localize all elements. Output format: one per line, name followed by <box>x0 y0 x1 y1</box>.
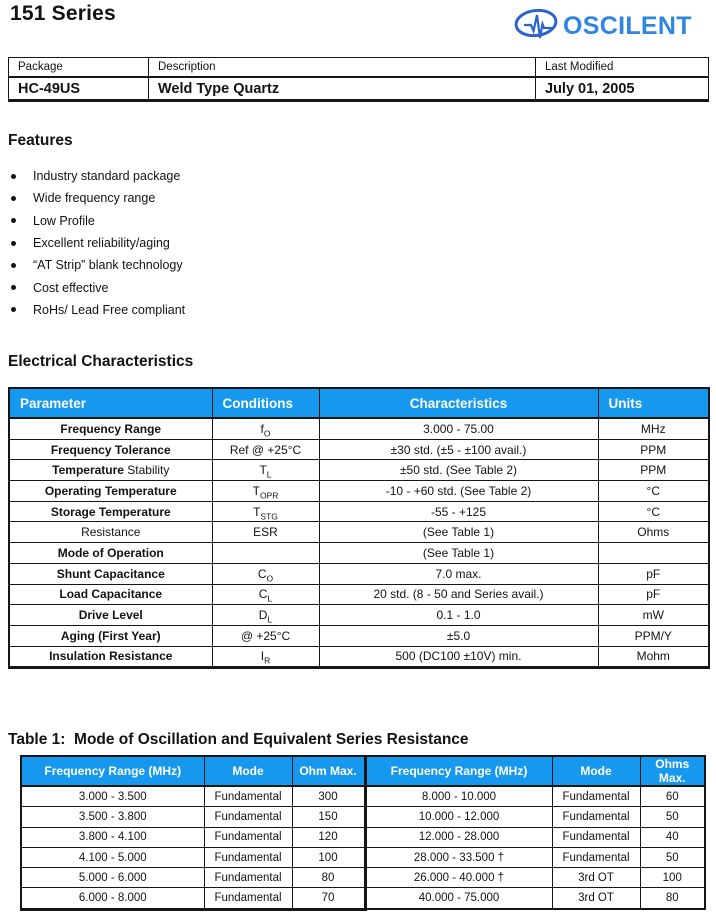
feature-text: Cost effective <box>33 280 109 295</box>
units-cell: PPM/Y <box>598 625 709 646</box>
table-row <box>21 888 705 909</box>
cond-base: T <box>252 483 260 498</box>
cond-subscript: L <box>266 469 272 480</box>
t1-header-row <box>21 756 705 786</box>
ohms-max-cell: 40 <box>640 827 705 847</box>
mode-cell: Fundamental <box>552 786 640 807</box>
info-header-row <box>9 58 709 78</box>
cond-base: T <box>253 504 261 519</box>
freq-range-cell: 8.000 - 10.000 <box>365 786 552 807</box>
param-bold: Operating Temperature <box>44 483 177 498</box>
chars-cell: 500 (DC100 ±10V) min. <box>319 646 598 668</box>
table-row <box>9 646 709 668</box>
param-bold: Mode of Operation <box>57 545 164 560</box>
bullet-icon <box>11 196 16 201</box>
table-row <box>9 418 709 439</box>
cond-base: @ +25°C <box>240 628 291 643</box>
cond-cell <box>212 584 319 605</box>
freq-range-cell: 3.000 - 3.500 <box>21 786 204 807</box>
mode-cell: Fundamental <box>204 888 292 909</box>
cond-cell <box>212 418 319 439</box>
ohms-max-cell: 100 <box>640 868 705 888</box>
elec-header-units: Units <box>598 388 709 418</box>
mode-cell: 3rd OT <box>552 888 640 909</box>
ohms-max-cell: 80 <box>640 888 705 909</box>
features-heading: Features <box>8 132 73 149</box>
ohm-max-cell: 300 <box>292 786 365 807</box>
mode-cell: Fundamental <box>204 807 292 827</box>
table-row <box>9 605 709 626</box>
freq-range-cell: 6.000 - 8.000 <box>21 888 204 909</box>
units-cell: MHz <box>598 418 709 439</box>
units-cell: PPM <box>598 439 709 460</box>
t1-header-ohms-max: Ohms Max. <box>640 756 705 786</box>
ohm-max-cell: 150 <box>292 807 365 827</box>
param-bold: Storage Temperature <box>50 504 171 519</box>
bullet-icon <box>11 285 16 290</box>
units-cell: mW <box>598 605 709 626</box>
cond-base: ESR <box>253 525 278 540</box>
cond-subscript: L <box>267 614 273 625</box>
table-row <box>9 481 709 502</box>
cond-base: C <box>257 566 267 581</box>
feature-text: RoHs/ Lead Free compliant <box>33 302 186 317</box>
param-bold: Drive Level <box>78 608 143 623</box>
param-cell <box>9 563 212 584</box>
ohms-max-cell: 50 <box>640 807 705 827</box>
freq-range-cell: 12.000 - 28.000 <box>365 827 552 847</box>
chars-cell: 3.000 - 75.00 <box>319 418 598 439</box>
table-row <box>21 807 705 827</box>
param-cell <box>9 584 212 605</box>
cond-subscript: L <box>267 593 273 604</box>
units-cell: pF <box>598 563 709 584</box>
cond-cell <box>212 501 319 522</box>
mode-cell: Fundamental <box>204 868 292 888</box>
mode-oscillation-esr-table <box>20 755 706 911</box>
elec-header-conditions: Conditions <box>212 388 319 418</box>
mode-cell: 3rd OT <box>552 868 640 888</box>
units-cell: PPM <box>598 460 709 481</box>
param-cell <box>9 418 212 439</box>
chars-cell: -55 - +125 <box>319 501 598 522</box>
param-cell <box>9 522 212 543</box>
t1-header-freq-range-right: Frequency Range (MHz) <box>365 756 552 786</box>
param-bold: Frequency Tolerance <box>50 442 171 457</box>
package-value: HC-49US <box>9 77 149 101</box>
electrical-characteristics-table <box>8 387 710 669</box>
param-bold: Temperature <box>52 463 128 478</box>
feature-text: “AT Strip” blank technology <box>33 258 183 273</box>
table-row <box>21 786 705 807</box>
feature-item <box>11 276 185 298</box>
chars-cell: 0.1 - 1.0 <box>319 605 598 626</box>
param-cell <box>9 460 212 481</box>
cond-subscript: R <box>264 655 271 666</box>
units-cell: °C <box>598 481 709 502</box>
chars-cell: ±50 std. (See Table 2) <box>319 460 598 481</box>
feature-item <box>11 165 185 187</box>
param-cell <box>9 439 212 460</box>
cond-cell <box>212 625 319 646</box>
table-row <box>21 847 705 867</box>
mode-cell: Fundamental <box>552 827 640 847</box>
param-cell <box>9 625 212 646</box>
last-modified-value: July 01, 2005 <box>536 77 709 101</box>
cond-cell <box>212 460 319 481</box>
chars-cell: 7.0 max. <box>319 563 598 584</box>
units-cell: °C <box>598 501 709 522</box>
table1-heading: Table 1: Mode of Oscillation and Equivalent Series Resistance <box>8 731 469 748</box>
table-row <box>9 522 709 543</box>
cond-base: D <box>258 608 268 623</box>
ohm-max-cell: 120 <box>292 827 365 847</box>
param-cell <box>9 501 212 522</box>
chars-cell: (See Table 1) <box>319 543 598 564</box>
param-bold: Insulation Resistance <box>49 649 173 664</box>
param-cell <box>9 605 212 626</box>
elec-header-characteristics: Characteristics <box>319 388 598 418</box>
mode-cell: Fundamental <box>552 847 640 867</box>
chars-cell: ±5.0 <box>319 625 598 646</box>
chars-cell: 20 std. (8 - 50 and Series avail.) <box>319 584 598 605</box>
brand-logo <box>514 7 692 45</box>
freq-range-cell: 5.000 - 6.000 <box>21 868 204 888</box>
feature-text: Excellent reliability/aging <box>33 236 170 251</box>
cond-base: f <box>260 421 264 436</box>
units-cell: Mohm <box>598 646 709 668</box>
param-bold: Load Capacitance <box>59 587 163 602</box>
cond-base: T <box>259 463 267 478</box>
cond-subscript: O <box>266 573 274 584</box>
feature-item <box>11 254 185 276</box>
table-row <box>21 827 705 847</box>
bullet-icon <box>11 241 16 246</box>
table-row <box>9 625 709 646</box>
cond-subscript: O <box>263 428 271 439</box>
table-row <box>9 543 709 564</box>
cond-subscript: STG <box>260 510 278 521</box>
param-bold: Frequency Range <box>60 421 162 436</box>
t1-header-mode-right: Mode <box>552 756 640 786</box>
t1-header-mode-left: Mode <box>204 756 292 786</box>
freq-range-cell: 40.000 - 75.000 <box>365 888 552 909</box>
brand-name: OSCILENT <box>563 11 692 40</box>
description-value: Weld Type Quartz <box>149 77 536 101</box>
freq-range-cell: 10.000 - 12.000 <box>365 807 552 827</box>
t1-header-freq-range-left: Frequency Range (MHz) <box>21 756 204 786</box>
mode-cell: Fundamental <box>552 807 640 827</box>
freq-range-cell: 28.000 - 33.500 † <box>365 847 552 867</box>
table-row <box>9 584 709 605</box>
freq-range-cell: 3.800 - 4.100 <box>21 827 204 847</box>
feature-text: Wide frequency range <box>33 191 156 206</box>
ohm-max-cell: 100 <box>292 847 365 867</box>
ohm-max-cell: 70 <box>292 888 365 909</box>
table-row <box>9 460 709 481</box>
units-cell: pF <box>598 584 709 605</box>
info-data-row <box>9 77 709 101</box>
table-row <box>9 439 709 460</box>
chars-cell: ±30 std. (±5 - ±100 avail.) <box>319 439 598 460</box>
cond-cell <box>212 563 319 584</box>
page-title: 151 Series <box>10 2 116 25</box>
cond-cell <box>212 605 319 626</box>
info-header-last-modified: Last Modified <box>536 58 709 78</box>
info-header-package: Package <box>9 58 149 78</box>
mode-cell: Fundamental <box>204 786 292 807</box>
info-header-description: Description <box>149 58 536 78</box>
bullet-icon <box>11 218 16 223</box>
units-cell: Ohms <box>598 522 709 543</box>
package-info-table <box>8 57 709 102</box>
cond-cell <box>212 481 319 502</box>
freq-range-cell: 3.500 - 3.800 <box>21 807 204 827</box>
t1-header-ohm-max: Ohm Max. <box>292 756 365 786</box>
param-cell <box>9 481 212 502</box>
param-bold: Aging (First Year) <box>60 628 161 643</box>
cond-base: Ref @ +25°C <box>229 442 302 457</box>
feature-text: Low Profile <box>33 213 95 228</box>
param-cell <box>9 543 212 564</box>
freq-range-cell: 26.000 - 40.000 † <box>365 868 552 888</box>
table-row <box>9 563 709 584</box>
ellipse-pulse-icon <box>514 7 560 45</box>
units-cell <box>598 543 709 564</box>
feature-item <box>11 187 185 209</box>
param-regular: Resistance <box>81 525 141 540</box>
elec-header-row <box>9 388 709 418</box>
cond-base: I <box>260 649 265 664</box>
param-bold: Shunt Capacitance <box>56 566 165 581</box>
table-row <box>9 501 709 522</box>
freq-range-cell: 4.100 - 5.000 <box>21 847 204 867</box>
feature-text: Industry standard package <box>33 169 181 184</box>
feature-item <box>11 210 185 232</box>
cond-cell <box>212 646 319 668</box>
chars-cell: -10 - +60 std. (See Table 2) <box>319 481 598 502</box>
cond-subscript: OPR <box>259 490 279 501</box>
bullet-icon <box>11 307 16 312</box>
features-list <box>11 165 185 321</box>
cond-cell <box>212 439 319 460</box>
chars-cell: (See Table 1) <box>319 522 598 543</box>
electrical-heading: Electrical Characteristics <box>8 353 194 370</box>
mode-cell: Fundamental <box>204 847 292 867</box>
ohms-max-cell: 60 <box>640 786 705 807</box>
param-regular: Stability <box>127 463 170 478</box>
cond-cell <box>212 543 319 564</box>
table-row <box>21 868 705 888</box>
cond-cell <box>212 522 319 543</box>
feature-item <box>11 232 185 254</box>
ohm-max-cell: 80 <box>292 868 365 888</box>
elec-header-parameter: Parameter <box>9 388 212 418</box>
mode-cell: Fundamental <box>204 827 292 847</box>
bullet-icon <box>11 263 16 268</box>
param-cell <box>9 646 212 668</box>
ohms-max-cell: 50 <box>640 847 705 867</box>
feature-item <box>11 299 185 321</box>
bullet-icon <box>11 174 16 179</box>
cond-base: C <box>258 587 268 602</box>
